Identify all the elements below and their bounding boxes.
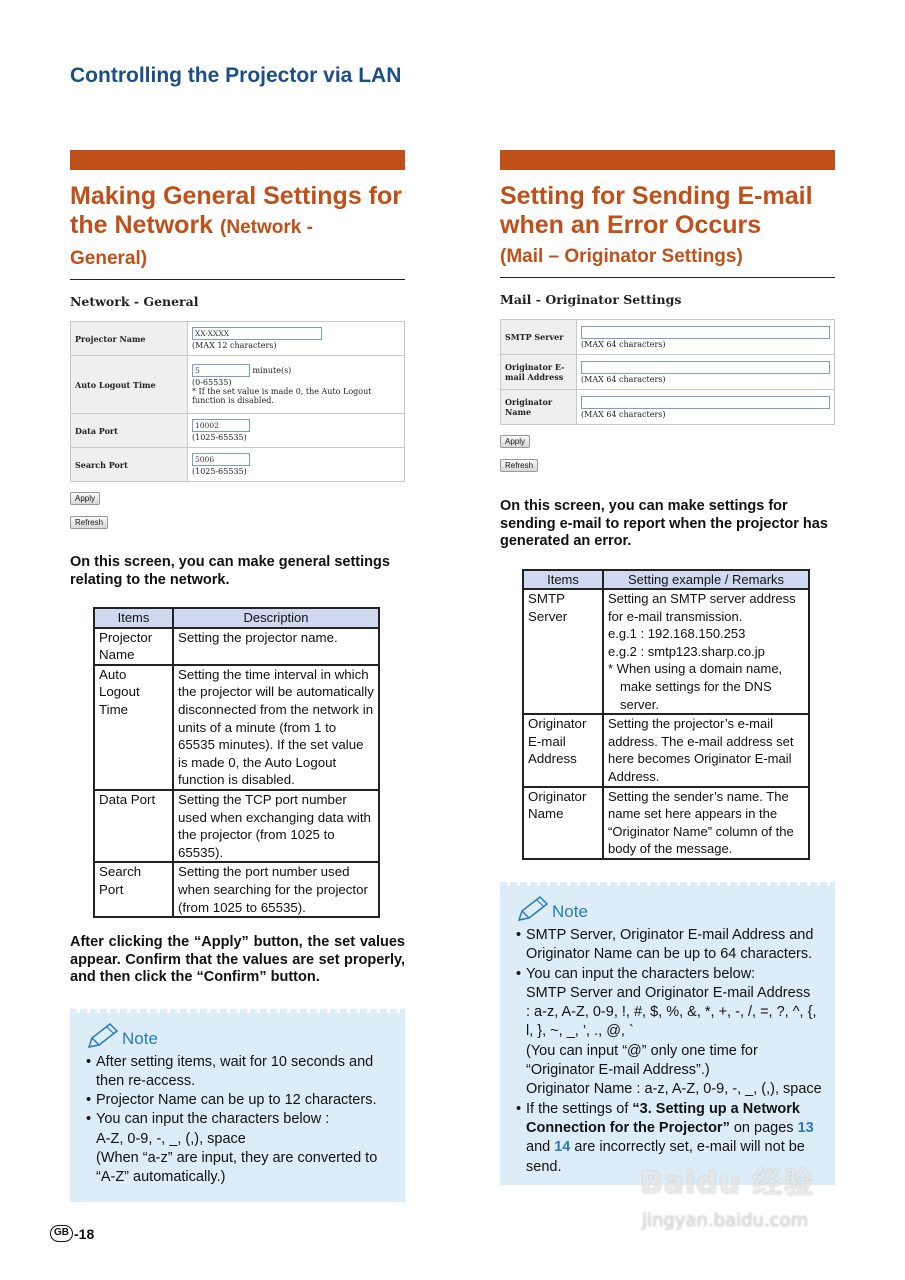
table-row [523,589,809,714]
page-link[interactable]: 14 [554,1139,571,1156]
note-text: : a-z, A-Z, 0-9, !, #, $, %, &, *, +, -, /, =, ?, ^, {, l, }, ~, _, ’, ., @, ` [526,1004,817,1040]
note-label: Note [552,902,588,921]
note-text: are incorrectly set, e-mail will not be send. [526,1139,805,1175]
table-cell: Setting the port number used when searching for the projector (from 1025 to 65535). [173,862,379,917]
note-label: Note [122,1028,158,1048]
table-header: Description [173,608,379,628]
field-label: SMTP Server [501,320,577,355]
table-cell: Setting the time interval in which the projector will be automatically disconnected from the network in units of a minute (from 1 to 65535 minutes). If the set value is made 0, the Auto Logout function is disabled. [173,665,379,790]
note-text: SMTP Server and Originator E-mail Address [526,984,811,1001]
field-range: (1025-65535) [192,467,247,476]
remark-text: * When using a domain name, make settings for the DNS server. [608,661,783,712]
field-note: (MAX 12 characters) [192,341,277,350]
field-unit: minute(s) [252,366,292,375]
table-cell: Originator E-mail Address [523,714,603,786]
auto-logout-input[interactable]: 5 [192,364,250,377]
table-cell: Setting the projector name. [173,628,379,665]
watermark [640,1158,865,1248]
refresh-button[interactable]: Refresh [70,516,108,529]
note-text: (When “a-z” are input, they are converted to “A-Z” automatically.) [96,1150,378,1186]
note-text: After setting items, wait for 10 seconds and then re-access. [96,1053,374,1089]
network-general-screenshot [70,294,405,540]
pencil-note-icon [516,894,550,924]
remark-text: Setting an SMTP server address for e-mail transmission. [608,591,796,624]
section-title-mail-originator [500,182,835,278]
mail-originator-screenshot [500,292,835,482]
pencil-note-icon [86,1021,120,1051]
table-cell: Auto Logout Time [94,665,173,790]
note-text: and [526,1139,555,1156]
items-remarks-table [522,569,810,861]
intro-text: On this screen, you can make general settings relating to the network. [70,554,390,588]
table-row [94,790,379,862]
apply-button[interactable]: Apply [70,492,100,505]
screen-title: Mail - Originator Settings [500,292,682,307]
table-cell: Originator Name [523,787,603,859]
remark-text: e.g.2 : smtp123.sharp.co.jp [608,643,765,659]
note-text: Originator Name : a-z, A-Z, 0-9, -, _, (,), space [526,1081,822,1098]
section-title-sub: General) [70,248,148,269]
table-cell: Data Port [94,790,173,862]
table-row [523,714,809,786]
section-title-sub: (Mail – Originator Settings) [500,246,743,267]
page-header: Controlling the Projector via LAN [70,64,402,87]
note-text: on pages [729,1119,798,1136]
field-range: (0-65535) [192,378,232,387]
note-item [516,965,825,1100]
page-number [50,1225,94,1242]
apply-button[interactable]: Apply [500,435,530,448]
cross-reference: “3. Setting up a Network Connection for the Projector” [526,1100,800,1136]
section-bar [500,150,835,170]
originator-name-input[interactable] [581,396,830,409]
items-description-table [93,607,380,918]
field-label: Originator E-mail Address [501,355,577,390]
table-row [523,787,809,859]
remark-text: e.g.1 : 192.168.150.253 [608,626,746,642]
field-range: (1025-65535) [192,433,247,442]
settings-form [500,319,835,425]
section-title-main: Making General Settings for the Network [70,182,403,239]
section-title-sub: (Network - [220,217,313,238]
table-cell: Setting the TCP port number used when exchanging data with the projector (from 1025 to 65535). [173,790,379,862]
note-text: (You can input “@” only one time for “Originator E-mail Address”.) [526,1042,758,1079]
table-cell: Setting the projector’s e-mail address. The e-mail address set here becomes Originator E-mail Address. [603,714,809,786]
note-item [86,1110,395,1187]
table-cell: Setting the sender’s name. The name set here appears in the “Originator Name” column of the body of the message. [603,787,809,859]
field-label: Originator Name [501,390,577,425]
note-box [500,886,835,1185]
field-note: (MAX 64 characters) [581,374,666,384]
right-column [500,150,835,1185]
left-column [70,150,405,1202]
smtp-server-input[interactable] [581,326,830,339]
field-label: Projector Name [71,322,188,356]
table-row [94,665,379,790]
note-text: • You can input the characters below: [526,965,756,982]
table-row [94,862,379,917]
watermark-logo: Baidu 经验 [640,1166,815,1201]
field-label: Data Port [71,414,188,448]
table-header: Items [523,570,603,590]
table-header: Setting example / Remarks [603,570,809,590]
field-label: Auto Logout Time [71,356,188,414]
region-badge: GB [50,1225,73,1242]
note-box [70,1013,405,1202]
note-item [86,1091,395,1110]
note-item [516,926,825,965]
note-text: Projector Name can be up to 12 characters. [96,1092,377,1109]
search-port-input[interactable]: 5006 [192,453,250,466]
settings-form [70,321,405,482]
table-cell [603,589,809,714]
table-header: Items [94,608,173,628]
table-cell: Search Port [94,862,173,917]
originator-email-input[interactable] [581,361,830,374]
page-number-text: -18 [74,1225,95,1242]
note-text: If the settings of [526,1100,633,1117]
note-text: A-Z, 0-9, -, _, (,), space [96,1130,246,1147]
field-note: * If the set value is made 0, the Auto Logout function is disabled. [192,387,372,405]
table-cell: SMTP Server [523,589,603,714]
after-apply-text: After clicking the “Apply” button, the set values appear. Confirm that the values are set properly, and then click the “Confirm” button. [70,934,405,986]
note-text: SMTP Server, Originator E-mail Address and Originator Name can be up to 64 characters. [526,927,814,963]
intro-text: On this screen, you can make settings for sending e-mail to report when the projector has generated an error. [500,498,828,549]
projector-name-input[interactable]: XX-XXXX [192,327,322,340]
note-item [86,1053,395,1092]
screen-title: Network - General [70,294,199,309]
watermark-url: jingyan.baidu.com [642,1210,809,1231]
refresh-button[interactable]: Refresh [500,459,538,472]
page-link[interactable]: 13 [797,1119,814,1136]
field-note: (MAX 64 characters) [581,409,666,419]
section-bar [70,150,405,170]
note-text: • You can input the characters below : [96,1111,330,1128]
section-title-main: Setting for Sending E-mail when an Error Occurs [500,182,813,239]
field-note: (MAX 64 characters) [581,339,666,349]
section-title-network-general [70,182,405,280]
data-port-input[interactable]: 10002 [192,419,250,432]
table-row [94,628,379,665]
table-cell: Projector Name [94,628,173,665]
field-label: Search Port [71,448,188,482]
